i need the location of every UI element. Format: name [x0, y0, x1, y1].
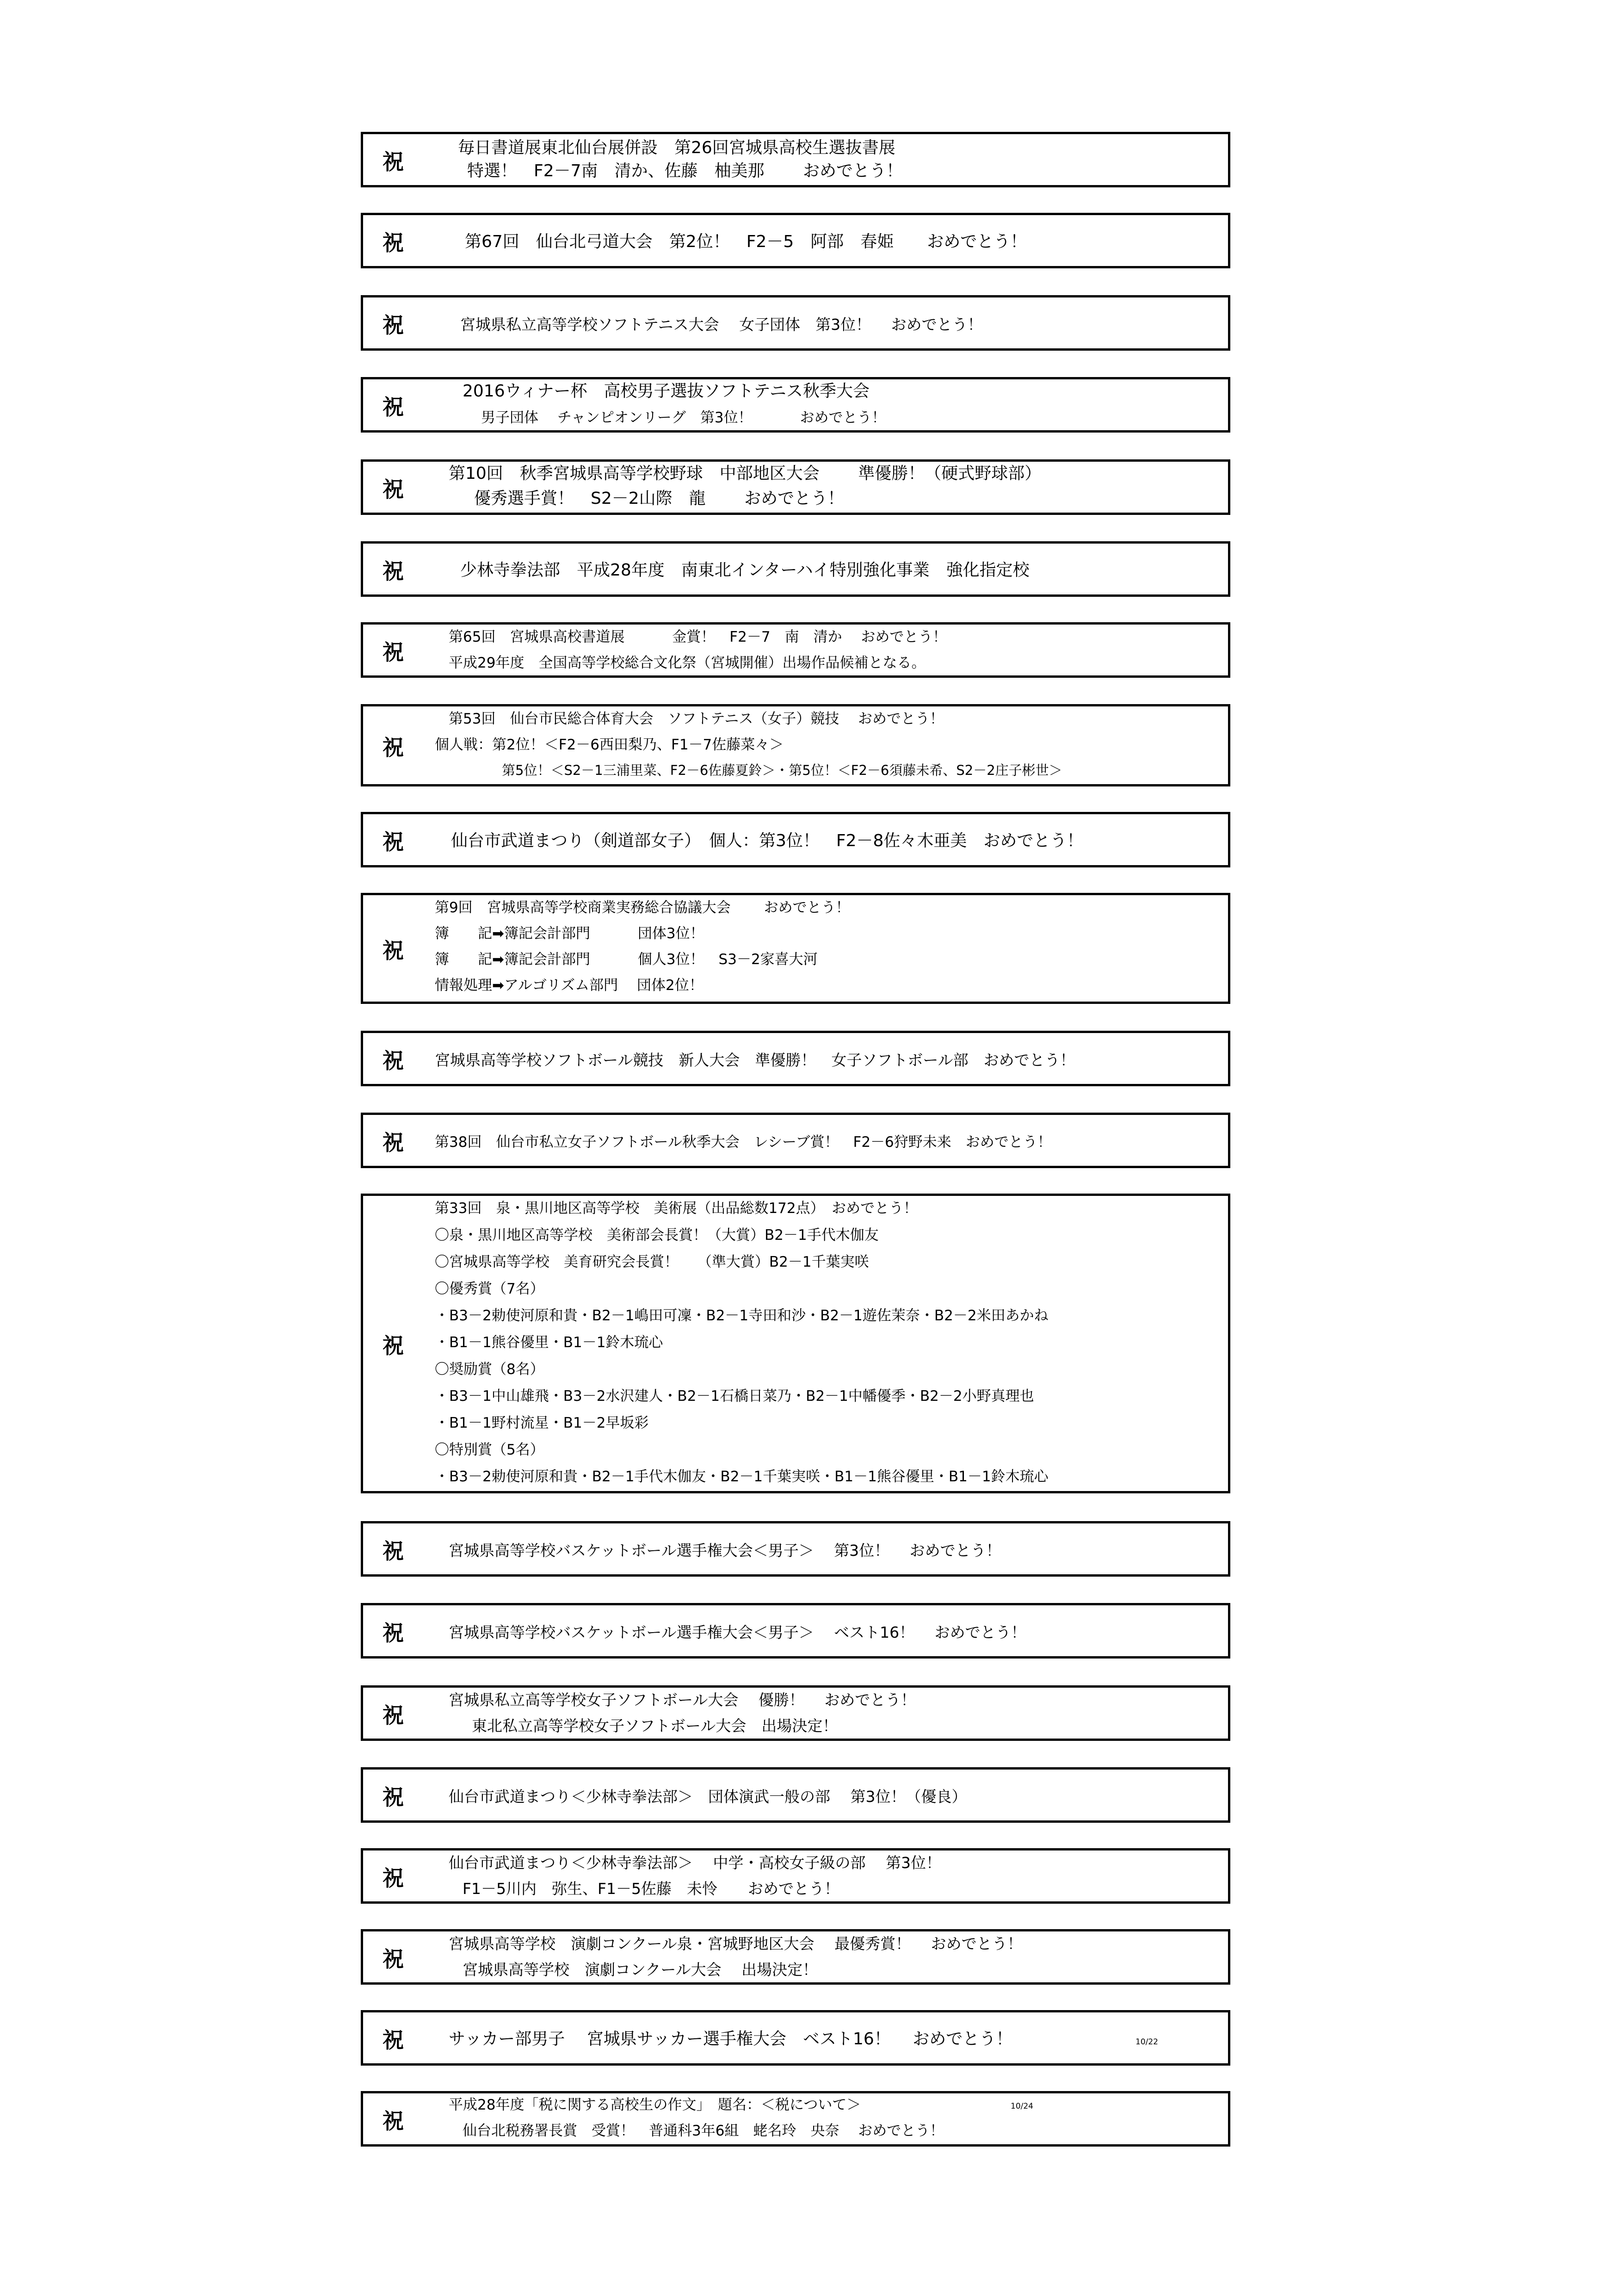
celebration-mark: 祝: [383, 1785, 404, 1810]
announcement-line: 簿 記➡簿記会計部門 団体3位！: [435, 925, 704, 942]
announcement-box: [361, 377, 1230, 433]
announcement-line: 簿 記➡簿記会計部門 個人3位！ S3－2家喜大河: [435, 951, 818, 968]
announcement-line: 少林寺拳法部 平成28年度 南東北インターハイ特別強化事業 強化指定校: [460, 561, 1030, 580]
announcement-line: 〇奨励賞（8名）: [435, 1361, 544, 1378]
announcement-box: [361, 213, 1230, 268]
announcement-line: 〇泉・黒川地区高等学校 美術部会長賞！（大賞）B2－1手代木伽友: [435, 1227, 879, 1244]
announcement-box: [361, 1031, 1230, 1086]
announcement-line: 第9回 宮城県高等学校商業実務総合協議大会 おめでとう！: [435, 899, 850, 916]
announcement-line: 情報処理➡アルゴリズム部門 団体2位！: [435, 977, 704, 994]
announcement-line: 宮城県私立高等学校女子ソフトボール大会 優勝！ おめでとう！: [449, 1691, 916, 1709]
announcement-box: [361, 1521, 1230, 1577]
announcement-line: 第10回 秋季宮城県高等学校野球 中部地区大会 準優勝！（硬式野球部）: [449, 464, 1042, 483]
celebration-mark: 祝: [383, 640, 404, 665]
announcement-box: [361, 295, 1230, 351]
announcement-line: 宮城県高等学校バスケットボール選手権大会＜男子＞ 第3位！ おめでとう！: [449, 1541, 1001, 1560]
announcement-box: [361, 2091, 1230, 2147]
announcement-box: [361, 1603, 1230, 1659]
celebration-mark: 祝: [383, 313, 404, 338]
announcement-box: [361, 1848, 1230, 1904]
announcement-line: 第67回 仙台北弓道大会 第2位！ F2－5 阿部 春姫 おめでとう！: [465, 232, 1027, 251]
announcement-line: 第33回 泉・黒川地区高等学校 美術展（出品総数172点） おめでとう！: [435, 1200, 918, 1217]
announcement-line: 毎日書道展東北仙台展併設 第26回宮城県高校生選抜書展: [458, 138, 895, 157]
celebration-mark: 祝: [383, 1539, 404, 1564]
announcement-line: 仙台市武道まつり（剣道部女子） 個人：第3位！ F2－8佐々木亜美 おめでとう！: [451, 831, 1084, 850]
announcement-line: 優秀選手賞！ S2－2山際 龍 おめでとう！: [474, 489, 845, 508]
announcement-line: 個人戦：第2位！＜F2－6西田梨乃、F1－7佐藤菜々＞: [435, 736, 784, 753]
announcement-box: [361, 704, 1230, 786]
celebration-mark: 祝: [383, 230, 404, 255]
celebration-mark: 祝: [383, 829, 404, 854]
celebration-mark: 祝: [383, 1947, 404, 1972]
announcement-line: 第53回 仙台市民総合体育大会 ソフトテニス（女子）競技 おめでとう！: [449, 711, 944, 727]
announcement-line: 仙台北税務署長賞 受賞！ 普通科3年6組 蛯名玲 央奈 おめでとう！: [463, 2123, 944, 2139]
announcement-box: [361, 1113, 1230, 1168]
celebration-mark: 祝: [383, 2109, 404, 2134]
announcement-line: F1－5川内 弥生、F1－5佐藤 未怜 おめでとう！: [463, 1880, 839, 1898]
announcement-box: [361, 459, 1230, 515]
announcement-box: [361, 1685, 1230, 1741]
announcement-box: [361, 893, 1230, 1004]
announcement-line: 宮城県高等学校ソフトボール競技 新人大会 準優勝！ 女子ソフトボール部 おめでとう！: [435, 1051, 1075, 1069]
announcement-box: [361, 1767, 1230, 1823]
celebration-mark: 祝: [383, 559, 404, 584]
celebration-mark: 祝: [383, 938, 404, 963]
celebration-mark: 祝: [383, 735, 404, 760]
celebration-mark: 祝: [383, 2028, 404, 2053]
announcement-line: 平成28年度「税に関する高校生の作文」 題名：＜税について＞: [449, 2097, 861, 2113]
announcement-line: ・B3－1中山雄飛・B3－2水沢建人・B2－1石橋日菜乃・B2－1中幡優季・B2－2小野真理也: [435, 1388, 1034, 1405]
announcement-box: [361, 1194, 1230, 1493]
announcement-line: 平成29年度 全国高等学校総合文化祭（宮城開催）出場作品候補となる。: [449, 655, 926, 671]
date-note: 10/22: [1135, 2037, 1158, 2047]
announcement-box: [361, 2010, 1230, 2066]
announcement-line: 男子団体 チャンピオンリーグ 第3位！ おめでとう！: [481, 409, 886, 426]
announcement-line: 東北私立高等学校女子ソフトボール大会 出場決定！: [472, 1717, 838, 1735]
announcement-box: [361, 1929, 1230, 1985]
announcement-box: [361, 132, 1230, 187]
announcement-line: 宮城県高等学校 演劇コンクール大会 出場決定！: [463, 1961, 818, 1979]
celebration-mark: 祝: [383, 149, 404, 174]
announcement-line: ・B3－2勅使河原和貴・B2－1嶋田可凜・B2－1寺田和沙・B2－1遊佐茉奈・B2－2米田あかね: [435, 1307, 1049, 1324]
celebration-mark: 祝: [383, 477, 404, 502]
announcement-box: [361, 812, 1230, 867]
announcement-line: サッカー部男子 宮城県サッカー選手権大会 ベスト16！ おめでとう！: [449, 2030, 1013, 2048]
celebration-mark: 祝: [383, 1048, 404, 1073]
celebration-mark: 祝: [383, 1703, 404, 1728]
announcement-line: 特選！ F2－7南 清か、佐藤 柚美那 おめでとう！: [467, 161, 903, 180]
announcement-line: ・B1－1野村流星・B1－2早坂彩: [435, 1415, 649, 1431]
announcement-line: 第38回 仙台市私立女子ソフトボール秋季大会 レシーブ賞！ F2－6狩野未来 おめでとう！: [435, 1134, 1052, 1151]
celebration-mark: 祝: [383, 1130, 404, 1155]
announcement-line: ・B1－1熊谷優里・B1－1鈴木琉心: [435, 1334, 663, 1351]
celebration-mark: 祝: [383, 1866, 404, 1891]
celebration-mark: 祝: [383, 395, 404, 420]
announcement-line: 仙台市武道まつり＜少林寺拳法部＞ 団体演武一般の部 第3位！（優良）: [449, 1788, 967, 1806]
announcement-line: ・B3－2勅使河原和貴・B2－1手代木伽友・B2－1千葉実咲・B1－1熊谷優里・B1－1鈴木琉心: [435, 1468, 1049, 1485]
announcement-line: 第5位！＜S2－1三浦里菜、F2－6佐藤夏鈴＞・第5位！＜F2－6須藤未希、S2－2庄子彬世＞: [502, 762, 1062, 778]
announcement-line: 宮城県高等学校 演劇コンクール泉・宮城野地区大会 最優秀賞！ おめでとう！: [449, 1935, 1023, 1953]
announcement-line: 宮城県私立高等学校ソフトテニス大会 女子団体 第3位！ おめでとう！: [460, 316, 983, 334]
celebration-mark: 祝: [383, 1333, 404, 1358]
date-note: 10/24: [1011, 2102, 1033, 2111]
announcement-line: 第65回 宮城県高校書道展 金賞！ F2－7 南 清か おめでとう！: [449, 629, 947, 645]
announcement-line: 〇優秀賞（7名）: [435, 1281, 544, 1297]
announcement-line: 〇特別賞（5名）: [435, 1442, 544, 1458]
announcement-line: 仙台市武道まつり＜少林寺拳法部＞ 中学・高校女子級の部 第3位！: [449, 1854, 941, 1872]
announcement-line: 2016ウィナー杯 高校男子選抜ソフトテニス秋季大会: [463, 382, 870, 401]
announcement-box: [361, 541, 1230, 597]
celebration-mark: 祝: [383, 1621, 404, 1646]
announcement-box: [361, 622, 1230, 678]
announcement-line: 〇宮城県高等学校 美育研究会長賞！ （準大賞）B2－1千葉実咲: [435, 1254, 869, 1270]
announcement-line: 宮城県高等学校バスケットボール選手権大会＜男子＞ ベスト16！ おめでとう！: [449, 1623, 1026, 1641]
